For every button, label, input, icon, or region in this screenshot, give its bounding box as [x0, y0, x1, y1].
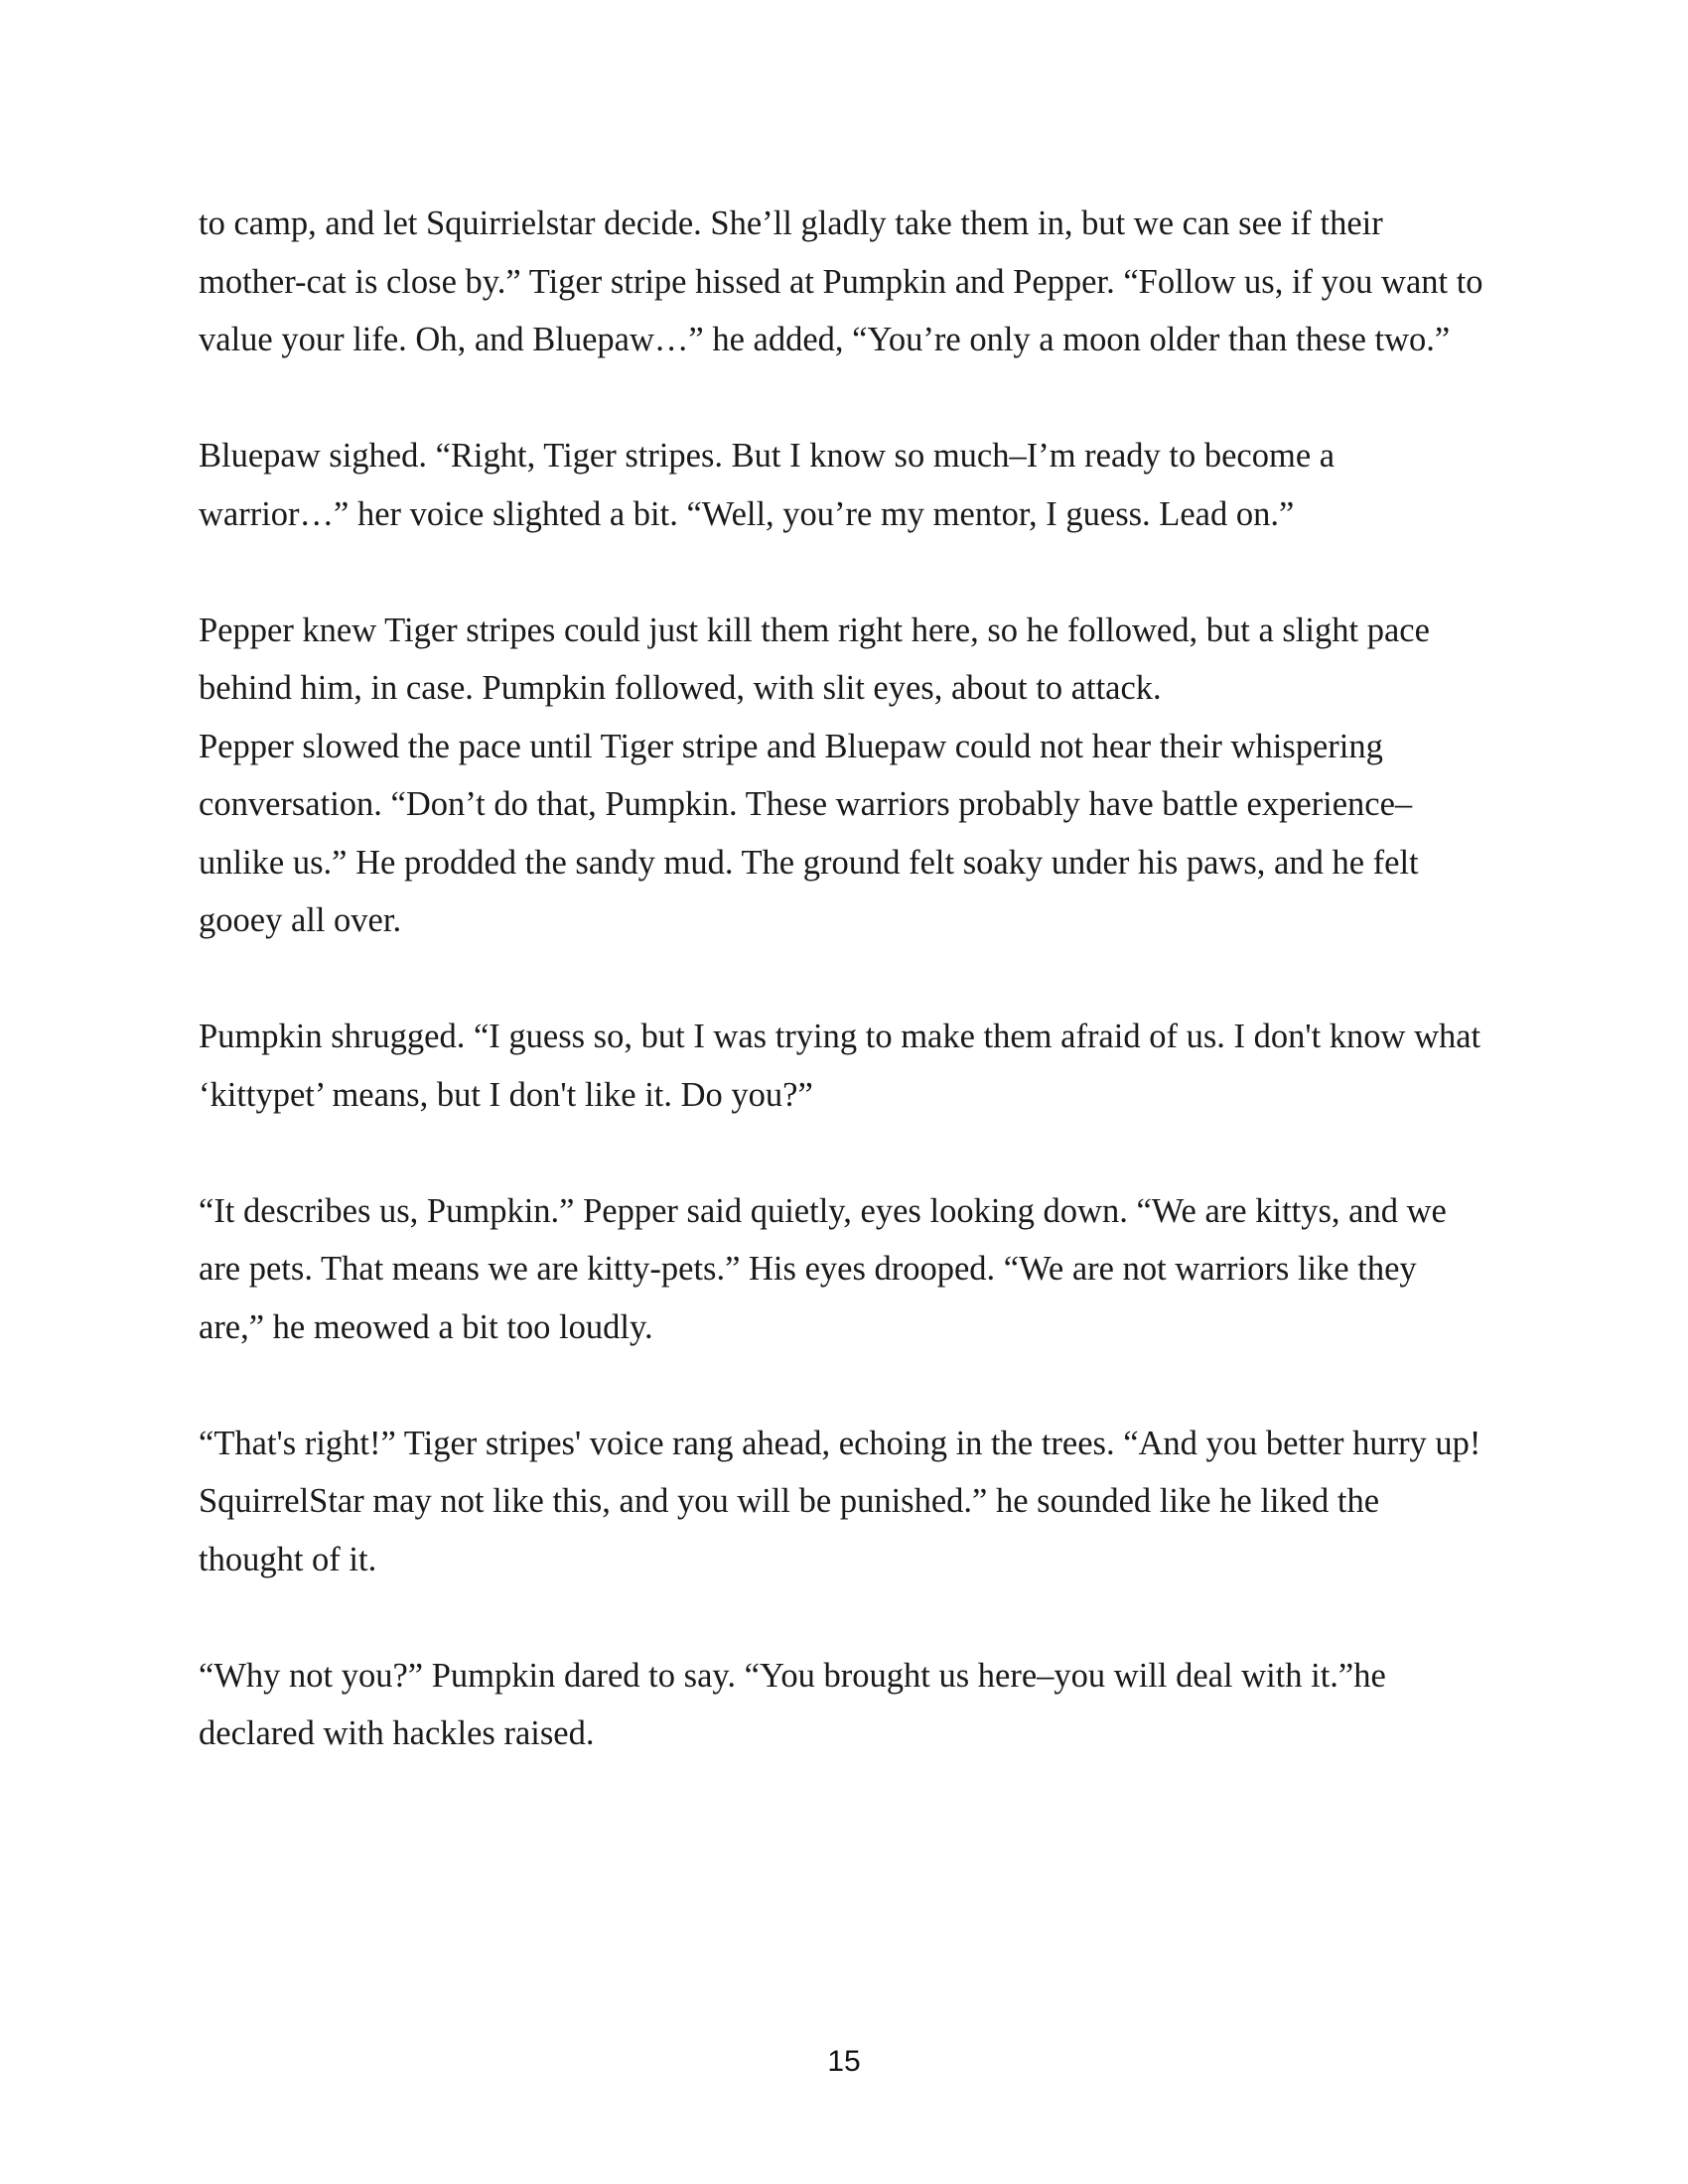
paragraph-6: “It describes us, Pumpkin.” Pepper said quietly, eyes looking down. “We are kittys, and we are pets. That means we are kitty-pets.” His eyes drooped. “We are not warriors like they are,” he meowed a bit too loudly.: [199, 1191, 1447, 1346]
paragraph-2: Bluepaw sighed. “Right, Tiger stripes. But I know so much–I’m ready to become a warrior…” her voice slighted a bit. “Well, you’re my mentor, I guess. Lead on.”: [199, 437, 1336, 533]
paragraph-7: “That's right!” Tiger stripes' voice rang ahead, echoing in the trees. “And you better hurry up! SquirrelStar may not like this, and you will be punished.” he sounded like he liked the thought of it.: [199, 1424, 1481, 1578]
paragraph-1: to camp, and let Squirrielstar decide. She’ll gladly take them in, but we can see if their mother-cat is close by.” Tiger stripe hissed at Pumpkin and Pepper. “Follow us, if you want to value your life. Oh, and Bluepaw…” he added, “You’re only a moon older than these two.”: [199, 205, 1483, 358]
story-text: [199, 195, 1489, 1821]
paragraph-8: “Why not you?” Pumpkin dared to say. “You brought us here–you will deal with it.”he declared with hackles raised.: [199, 1656, 1386, 1752]
paragraph-4: Pepper slowed the pace until Tiger stripe and Bluepaw could not hear their whispering conversation. “Don’t do that, Pumpkin. These warriors probably have battle experience–unlike us.” He prodded the sandy mud. The ground felt soaky under his paws, and he felt gooey all over.: [199, 727, 1419, 939]
page-number: 15: [827, 2045, 861, 2078]
paragraph-3: Pepper knew Tiger stripes could just kill them right here, so he followed, but a slight pace behind him, in case. Pumpkin followed, with slit eyes, about to attack.: [199, 611, 1430, 707]
paragraph-5: Pumpkin shrugged. “I guess so, but I was trying to make them afraid of us. I don't know what ‘kittypet’ means, but I don't like it. Do you?”: [199, 1018, 1481, 1114]
